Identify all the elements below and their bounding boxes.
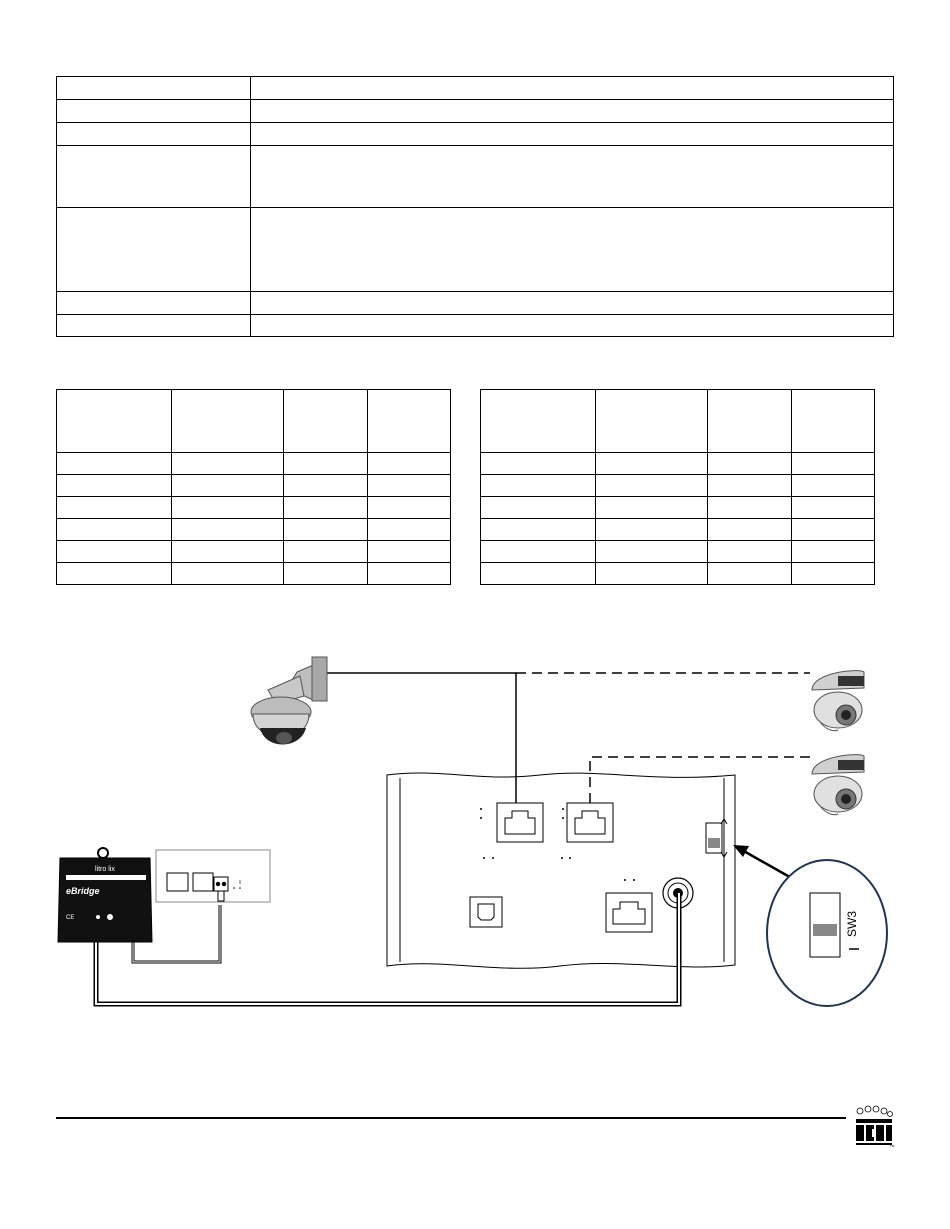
table-row	[481, 541, 875, 563]
table-row	[57, 453, 451, 475]
callout-arrow	[733, 845, 795, 880]
ptz-camera	[251, 657, 327, 745]
table-row	[57, 541, 451, 563]
controller-board	[387, 773, 735, 968]
table-header-row	[57, 390, 451, 453]
device-brand: litro lix	[95, 866, 115, 873]
logo-tm: TM	[890, 1144, 895, 1147]
left-settings-table	[56, 389, 451, 585]
table-row	[57, 475, 451, 497]
interface-panel	[156, 850, 270, 902]
table-row	[481, 453, 875, 475]
wiring-diagram	[0, 600, 950, 1060]
table-row	[57, 146, 894, 208]
table-row	[57, 123, 894, 146]
ebridge-device	[58, 848, 152, 942]
camera-icon-1	[812, 671, 864, 731]
table-row	[481, 475, 875, 497]
table-row	[57, 208, 894, 292]
table-row	[57, 77, 894, 100]
table-row	[481, 519, 875, 541]
footer-rule	[56, 1117, 846, 1119]
sw3-switch-small	[706, 819, 727, 857]
table-row	[57, 100, 894, 123]
table-row	[57, 497, 451, 519]
usb-port	[470, 897, 502, 927]
table-row	[57, 315, 894, 337]
table-row	[57, 292, 894, 315]
right-settings-table	[480, 389, 875, 585]
camera-icon-2	[812, 755, 864, 815]
spec-table	[56, 76, 894, 337]
sw3-callout	[767, 860, 887, 1006]
sw3-label: SW3	[845, 910, 859, 938]
table-row	[57, 519, 451, 541]
table-row	[481, 497, 875, 519]
table-header-row	[481, 390, 875, 453]
device-model: eBridge	[66, 886, 100, 896]
table-row	[481, 563, 875, 585]
table-row	[57, 563, 451, 585]
company-logo-icon	[852, 1103, 896, 1147]
device-marks: CE	[66, 915, 75, 921]
